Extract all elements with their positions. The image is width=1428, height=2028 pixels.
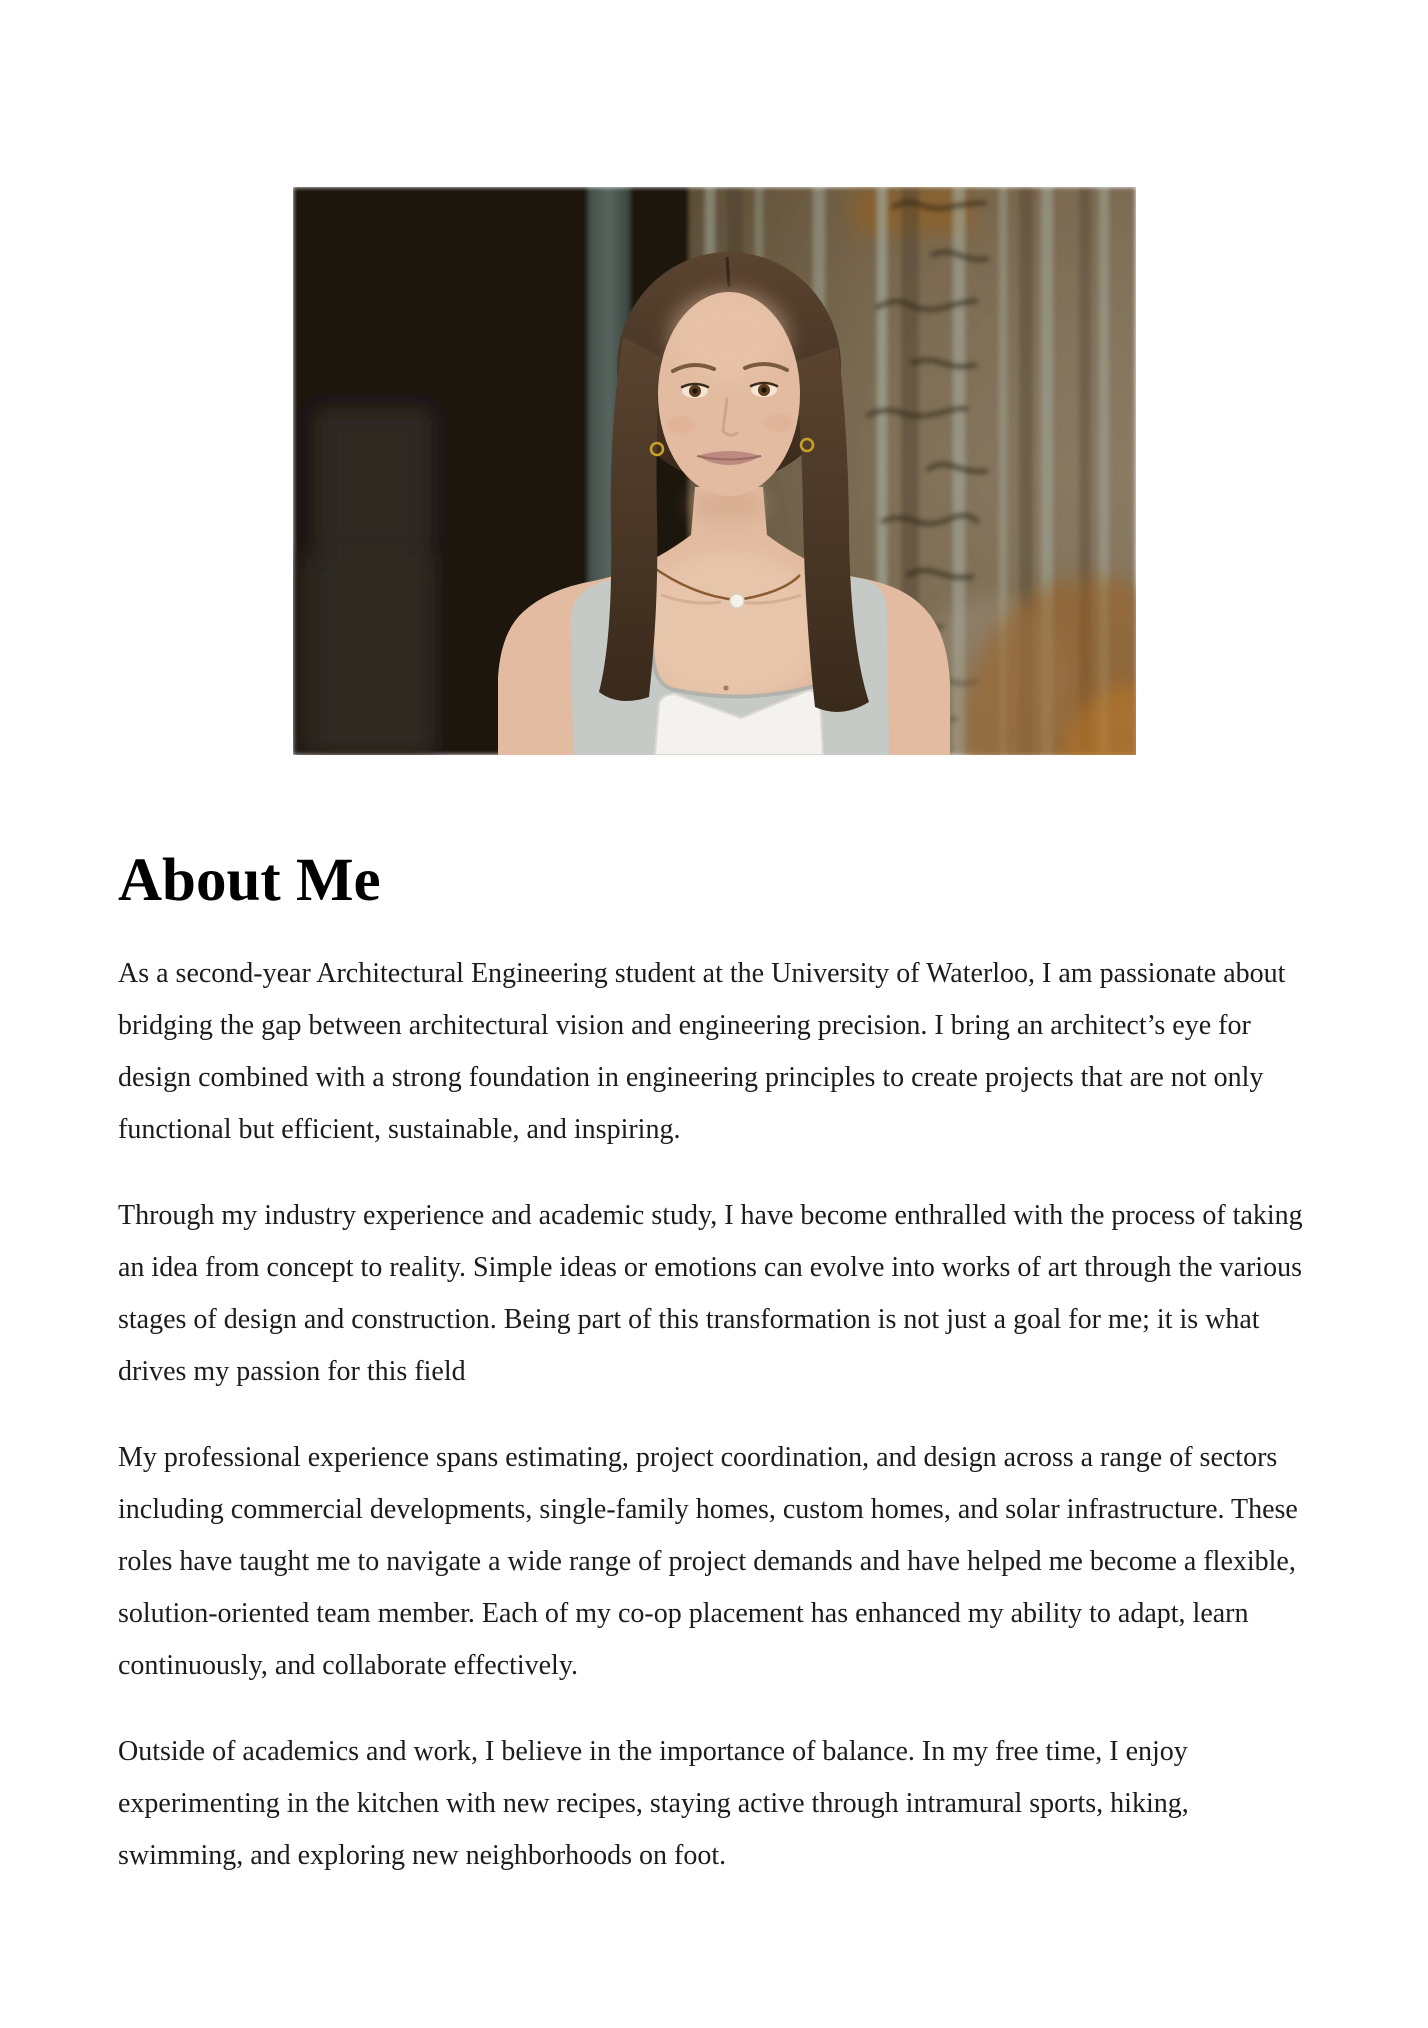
about-paragraph-3: My professional experience spans estimating, project coordination, and design across a range of sectors including commercial developments, single-family homes, custom homes, and solar infrastructure. These roles have taught me to navigate a wide range of project demands and have helped me become a flexible, solution-oriented team member. Each of my co-op placement has enhanced my ability to adapt, learn continuously, and collaborate effectively. xyxy=(118,1442,1298,1681)
about-paragraph-2: Through my industry experience and academic study, I have become enthralled with the process of taking an idea from concept to reality. Simple ideas or emotions can evolve into works of art through the various stages of design and construction. Being part of this transformation is not just a goal for me; it is what drives my passion for this field xyxy=(118,1200,1303,1387)
page-title: About Me xyxy=(118,847,381,914)
about-paragraph-1: As a second-year Architectural Engineering student at the University of Waterloo, I am passionate about bridging the gap between architectural vision and engineering precision. I bring an architect’s eye for design combined with a strong foundation in engineering principles to create projects that are not only functional but efficient, sustainable, and inspiring. xyxy=(118,958,1286,1145)
profile-photo-illustration xyxy=(293,187,1136,755)
about-paragraph-4: Outside of academics and work, I believe in the importance of balance. In my free time, I enjoy experimenting in the kitchen with new recipes, staying active through intramural sports, hiking, swimming, and exploring new neighborhoods on foot. xyxy=(118,1736,1189,1871)
about-text xyxy=(118,948,1316,1916)
profile-photo xyxy=(293,187,1136,755)
